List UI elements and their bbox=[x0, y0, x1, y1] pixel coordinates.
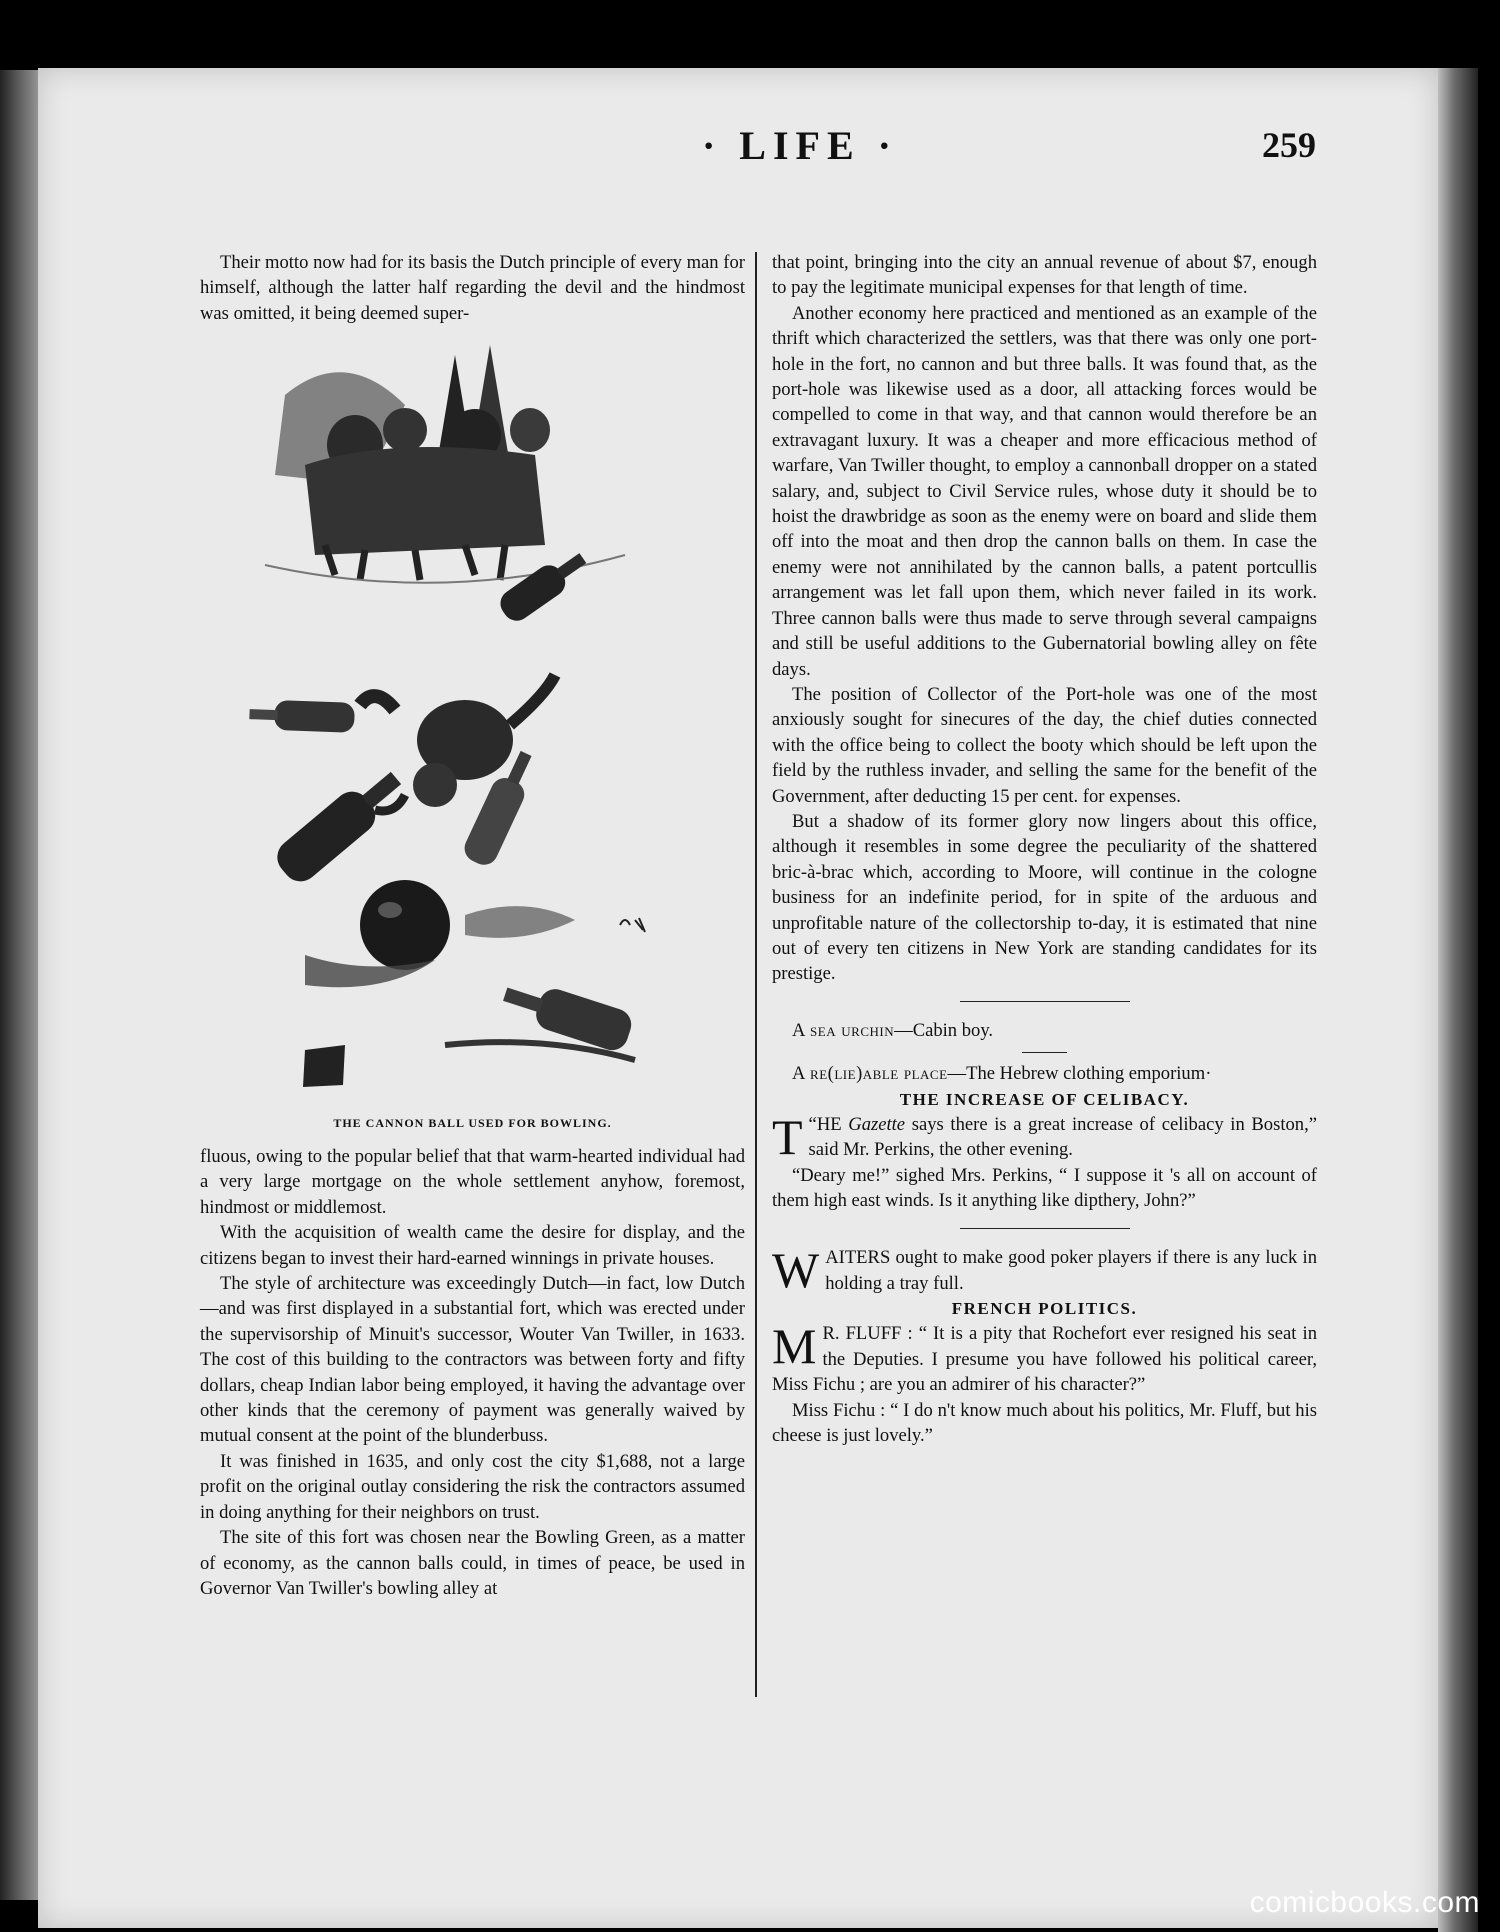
paragraph: The site of this fort was chosen near the Bowling Green, as a matter of economy, as the cannon balls could, in times of peace, be used in Governor Van Twiller's bowling alley at bbox=[200, 1527, 745, 1599]
column-divider bbox=[755, 252, 757, 1697]
section-rule bbox=[960, 1001, 1130, 1003]
celibacy-paragraph bbox=[772, 1109, 1318, 1165]
text: HE bbox=[816, 1114, 849, 1135]
paragraph: Another economy here practiced and mentioned as an example of the thrift which characterized the settlers, was that there was only one port-hole in the fort, no cannon and but three balls. It was found that, as the port-hole was likewise used as a door, all attacking forces would be compelled to come in that way, and that cannon would therefore be an extravagant luxury. It was a cheaper and more efficacious method of warfare, Van Twiller thought, to employ a cannonball dropper on a stated salary, and, subject to Civil Service rules, whose duty it should be to hoist the drawbridge as soon as the enemy were on board and slide them off into the moat and then drop the cannon balls on them. In case the enemy were not annihilated by the cannon balls, a patent portcullis arrangement was let fall upon them, which never failed in its work. Three cannon balls were thus made to serve through several campaigns and still be useful additions to the Gubernatorial bowling alley on fête days. bbox=[772, 302, 1317, 680]
spine-shadow bbox=[0, 70, 40, 1900]
joke-text: —The Hebrew clothing emporium· bbox=[947, 1063, 1212, 1085]
politics-paragraph bbox=[772, 1318, 1317, 1397]
joke-lead: A re(lie)able place bbox=[792, 1063, 948, 1085]
illustration-caption: THE CANNON BALL USED FOR BOWLING. bbox=[333, 1116, 612, 1130]
text: says there is a great increase of celibacy in Boston,” said Mr. Perkins, the other evening. bbox=[808, 1114, 1318, 1161]
open-quote: “ bbox=[808, 1114, 817, 1135]
celibacy-heading: THE INCREASE OF CELIBACY. bbox=[899, 1089, 1190, 1109]
paragraph: The style of architecture was exceedingly Dutch—in fact, low Dutch—and was first displayed in a substantial fort, which was erected under the supervisorship of Minuit's successor, Wouter Van Twiller, in 1633. The cost of this building to the contractors was between forty and fifty dollars, cheap Indian labor being employed, it having the advantage over other kinds that the ceremony of payment was generally waived by mutual consent at the point of the blunderbuss. bbox=[200, 1273, 745, 1447]
joke-lead: A sea urchin bbox=[792, 1020, 895, 1042]
paragraph: that point, bringing into the city an annual revenue of about $7, enough to pay the legitimate municipal expenses for that length of time. bbox=[772, 252, 1317, 299]
paragraph: With the acquisition of wealth came the desire for display, and the citizens began to invest their hard-earned winnings in private houses. bbox=[200, 1222, 745, 1269]
text: R. FLUFF : “ It is a pity that Rochefort ever resigned his seat in the Deputies. I presume you have followed his political career, Miss Fichu ; are you an admirer of his character?” bbox=[772, 1323, 1317, 1396]
section-rule bbox=[1022, 1052, 1067, 1054]
drop-cap: W bbox=[772, 1242, 820, 1299]
magazine-title: · LIFE · bbox=[701, 123, 899, 168]
paragraph: The position of Collector of the Port-hole was one of the most anxiously sought for sinecures of the day, the chief duties connected with the office being to collect the booty which should be left upon the field by the ruthless invader, and selling the same for the benefit of the Government, after deducting 15 per cent. for expenses. bbox=[772, 683, 1317, 807]
section-rule bbox=[960, 1228, 1130, 1230]
page-edge bbox=[1438, 68, 1478, 1932]
drop-cap: T bbox=[772, 1109, 803, 1165]
joke-text: —Cabin boy. bbox=[894, 1020, 994, 1042]
page-header bbox=[0, 122, 1500, 182]
paragraph: “Deary me!” sighed Mrs. Perkins, “ I suppose it 's all on account of them high east winds. Is it anything like dipthery, John?” bbox=[772, 1164, 1317, 1212]
left-column-bottom bbox=[200, 1144, 745, 1601]
paragraph: Miss Fichu : “ I do n't know much about his politics, Mr. Fluff, but his cheese is just lovely.” bbox=[772, 1399, 1317, 1446]
watermark: comicbooks.com bbox=[1249, 1886, 1480, 1919]
paragraph: Their motto now had for its basis the Dutch principle of every man for himself, although the latter half regarding the devil and the hindmost was omitted, it being deemed super- bbox=[200, 252, 745, 324]
paragraph: fluous, owing to the popular belief that that warm-hearted individual had a very large mortgage on the whole settlement anyhow, foremost, hindmost or middlemost. bbox=[200, 1146, 745, 1218]
cannon-ball-bowling-illustration bbox=[245, 345, 685, 1090]
left-column-top bbox=[200, 250, 745, 326]
joke-reliable-place bbox=[772, 1061, 1317, 1086]
waiters-paragraph bbox=[772, 1242, 1317, 1299]
paragraph: But a shadow of its former glory now lingers about this office, although it resembles in some degree the peculiarity of the shattered bric-à-brac which, according to Moore, will continue in the cologne business for an indefinite period, for in spite of the arduous and unprofitable nature of the collectorship to-day, it is estimated that nine out of every ten citizens in New York are standing candidates for its prestige. bbox=[772, 810, 1317, 985]
drop-cap: M bbox=[772, 1318, 817, 1375]
text: AITERS ought to make good poker players if there is any luck in holding a tray full. bbox=[825, 1247, 1317, 1294]
right-column bbox=[772, 250, 1317, 1448]
paragraph: It was finished in 1635, and only cost the city $1,688, not a large profit on the original outlay considering the risk the contractors assumed in doing anything for their neighbors on trust. bbox=[200, 1450, 745, 1523]
politics-heading: FRENCH POLITICS. bbox=[951, 1298, 1138, 1318]
joke-sea-urchin bbox=[772, 1018, 1317, 1043]
emphasis: Gazette bbox=[848, 1114, 906, 1135]
page-number: 259 bbox=[1262, 125, 1316, 165]
